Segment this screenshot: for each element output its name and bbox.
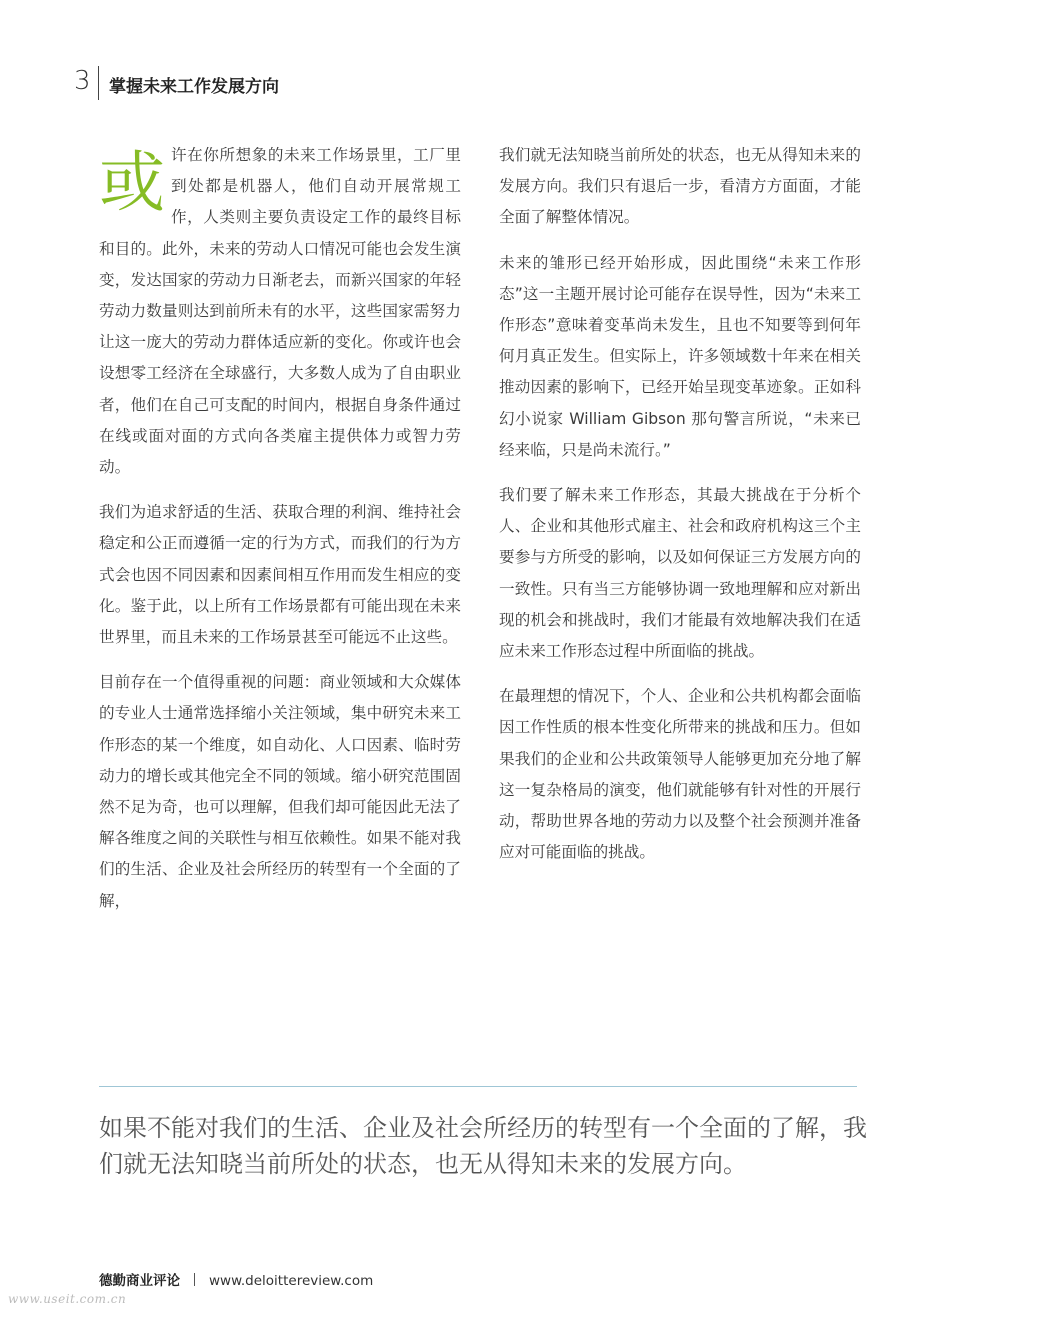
footer-divider (194, 1273, 195, 1286)
article-right-column (499, 140, 861, 882)
article-paragraph: 在最理想的情况下，个人、企业和公共机构都会面临因工作性质的根本性变化所带来的挑战和压力。但如果我们的企业和公共政策领导人能够更加充分地了解这一复杂格局的演变，他们就能够有针对性的开展行动，帮助世界各地的劳动力以及整个社会预测并准备应对可能面临的挑战。 (499, 687, 861, 862)
article-paragraph: 我们要了解未来工作形态，其最大挑战在于分析个人、企业和其他形式雇主、社会和政府机构这三个主要参与方所受的影响，以及如何保证三方发展方向的一致性。只有当三方能够协调一致地理解和应对新出现的机会和挑战时，我们才能最有效地解决我们在适应未来工作形态过程中所面临的挑战。 (499, 486, 861, 661)
article-paragraph: 未来的雏形已经开始形成，因此围绕“未来工作形态”这一主题开展讨论可能存在误导性，因为“未来工作形态”意味着变革尚未发生，且也不知要等到何年何月真正发生。但实际上，许多领域数十年来在相关推动因素的影响下，已经开始呈现变革迹象。正如科幻小说家 William Gibson 那句警言所说，“未来已经来临，只是尚未流行。” (499, 253, 861, 459)
watermark: www.useit.com.cn (8, 1292, 127, 1306)
pull-quote-divider (99, 1086, 857, 1087)
paragraph-text: 许在你所想象的未来工作场景里，工厂里到处都是机器人，他们自动开展常规工作，人类则主要负责设定工作的最终目标和目的。此外，未来的劳动人口情况可能也会发生演变，发达国家的劳动力日渐老去，而新兴国家的年轻劳动力数量则达到前所未有的水平，这些国家需努力让这一庞大的劳动力群体适应新的变化。你或许也会设想零工经济在全球盛行，大多数人成为了自由职业者，他们在自己可支配的时间内，根据自身条件通过在线或面对面的方式向各类雇主提供体力或智力劳动。 (99, 146, 461, 477)
article-paragraph: 目前存在一个值得重视的问题：商业领域和大众媒体的专业人士通常选择缩小关注领域，集中研究未来工作形态的某一个维度，如自动化、人口因素、临时劳动力的增长或其他完全不同的领域。缩小研究范围固然不足为奇，也可以理解，但我们却可能因此无法了解各维度之间的关联性与相互依赖性。如果不能对我们的生活、企业及社会所经历的转型有一个全面的了解， (99, 673, 461, 910)
article-left-column (99, 140, 461, 931)
section-title: 掌握未来工作发展方向 (109, 77, 279, 97)
header-divider (98, 66, 99, 100)
pull-quote: 如果不能对我们的生活、企业及社会所经历的转型有一个全面的了解，我们就无法知晓当前所处的状态，也无从得知未来的发展方向。 (99, 1114, 867, 1178)
article-paragraph: 我们为追求舒适的生活、获取合理的利润、维持社会稳定和公正而遵循一定的行为方式，而我们的行为方式会也因不同因素和因素间相互作用而发生相应的变化。鉴于此，以上所有工作场景都有可能出现在未来世界里，而且未来的工作场景甚至可能远不止这些。 (99, 503, 461, 647)
article-paragraph: 我们就无法知晓当前所处的状态，也无从得知未来的发展方向。我们只有退后一步，看清方方面面，才能全面了解整体情况。 (499, 146, 861, 227)
page-number: 3 (74, 66, 91, 96)
article-paragraph (99, 140, 461, 483)
drop-cap: 或 (99, 144, 165, 221)
footer (99, 1269, 373, 1289)
footer-url[interactable]: www.deloittereview.com (209, 1273, 374, 1289)
footer-brand: 德勤商业评论 (99, 1273, 180, 1289)
